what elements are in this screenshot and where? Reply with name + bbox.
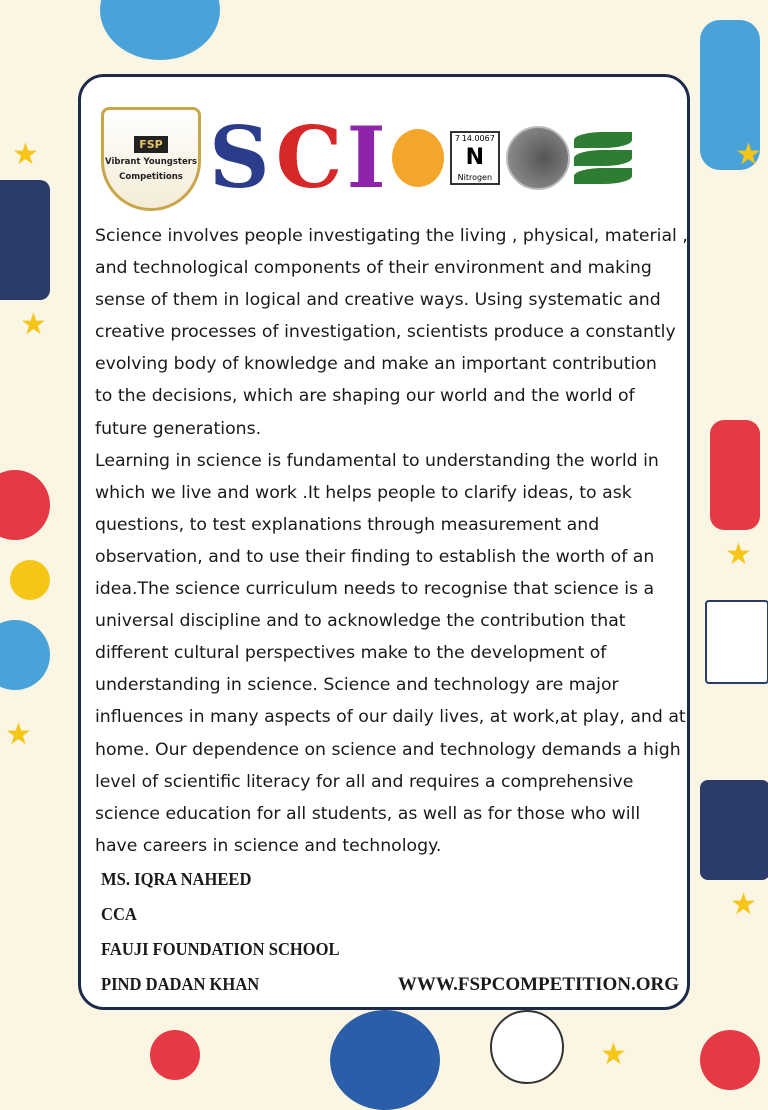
star-icon: ★ [735, 137, 762, 172]
body-line: understanding in science. Science and technology are major [95, 675, 619, 696]
star-icon: ★ [600, 1037, 627, 1072]
body-line: different cultural perspectives make to the development of [95, 643, 607, 664]
body-line: sense of them in logical and creative ways. Using systematic and [95, 290, 661, 311]
star-icon: ★ [730, 887, 757, 922]
body-line: science education for all students, as well as for those who will [95, 803, 641, 824]
body-line: universal discipline and to acknowledge the contribution that [95, 611, 626, 632]
title-letter-s: S [209, 108, 270, 207]
header [101, 103, 681, 213]
content-card [78, 74, 690, 1010]
title-letter-c: C [275, 108, 343, 207]
author-role: CCA [101, 904, 137, 924]
moon-icon [506, 126, 570, 190]
molecule-doodle [150, 1030, 200, 1080]
element-number: 7 [454, 134, 460, 143]
test-tube-doodle [710, 420, 760, 530]
article-body [95, 220, 688, 862]
body-line: questions, to test explanations through measurement and [95, 514, 600, 535]
laptop-doodle [0, 180, 50, 300]
body-line: influences in many aspects of our daily lives, at work,at play, and at [95, 707, 686, 728]
body-line: which we live and work .It helps people to clarify ideas, to ask [95, 482, 632, 503]
author-name: MS. IQRA NAHEED [101, 869, 252, 889]
body-line: future generations. [95, 418, 262, 439]
star-icon: ★ [725, 537, 752, 572]
body-line: evolving body of knowledge and make an important contribution [95, 354, 657, 375]
logo-badge: FSP [134, 136, 168, 153]
body-line: idea.The science curriculum needs to recognise that science is a [95, 579, 655, 600]
globe-doodle [330, 1010, 440, 1110]
star-icon: ★ [5, 717, 32, 752]
element-name: Nitrogen [457, 173, 493, 182]
element-mass: 14.0067 [461, 134, 495, 143]
logo-line2: Competitions [119, 172, 183, 182]
body-line: to the decisions, which are shaping our world and the world of [95, 386, 635, 407]
ball-doodle [10, 560, 50, 600]
planet-doodle [100, 0, 220, 60]
magnet-doodle [700, 1030, 760, 1090]
leaves-icon [574, 128, 634, 188]
body-line: Science involves people investigating the living , physical, material , [95, 226, 688, 246]
body-line: have careers in science and technology. [95, 835, 442, 856]
globe-doodle [0, 620, 50, 690]
bulb-doodle [490, 1010, 564, 1084]
school-name: FAUJI FOUNDATION SCHOOL [101, 939, 340, 959]
star-icon: ★ [12, 137, 39, 172]
element-symbol: N [465, 145, 485, 170]
city-name: PIND DADAN KHAN [101, 974, 260, 994]
flask-doodle [0, 470, 50, 540]
science-title [209, 103, 679, 213]
title-letter-i: I [346, 108, 386, 207]
logo-line1: Vibrant Youngsters [105, 157, 197, 167]
website-link[interactable]: WWW.FSPCOMPETITION.ORG [397, 974, 679, 995]
body-line: home. Our dependence on science and technology demands a high [95, 739, 681, 760]
body-line: creative processes of investigation, scientists produce a constantly [95, 322, 676, 343]
book-doodle [705, 600, 768, 684]
star-icon: ★ [20, 307, 47, 342]
body-line: level of scientific literacy for all and requires a comprehensive [95, 771, 634, 792]
laptop-doodle [700, 780, 768, 880]
body-line: observation, and to use their finding to establish the worth of an [95, 546, 655, 567]
nitrogen-element-tile [450, 131, 500, 185]
shell-icon [392, 129, 444, 187]
fsp-logo [101, 107, 201, 211]
body-line: and technological components of their environment and making [95, 258, 652, 279]
body-line: Learning in science is fundamental to understanding the world in [95, 450, 659, 471]
